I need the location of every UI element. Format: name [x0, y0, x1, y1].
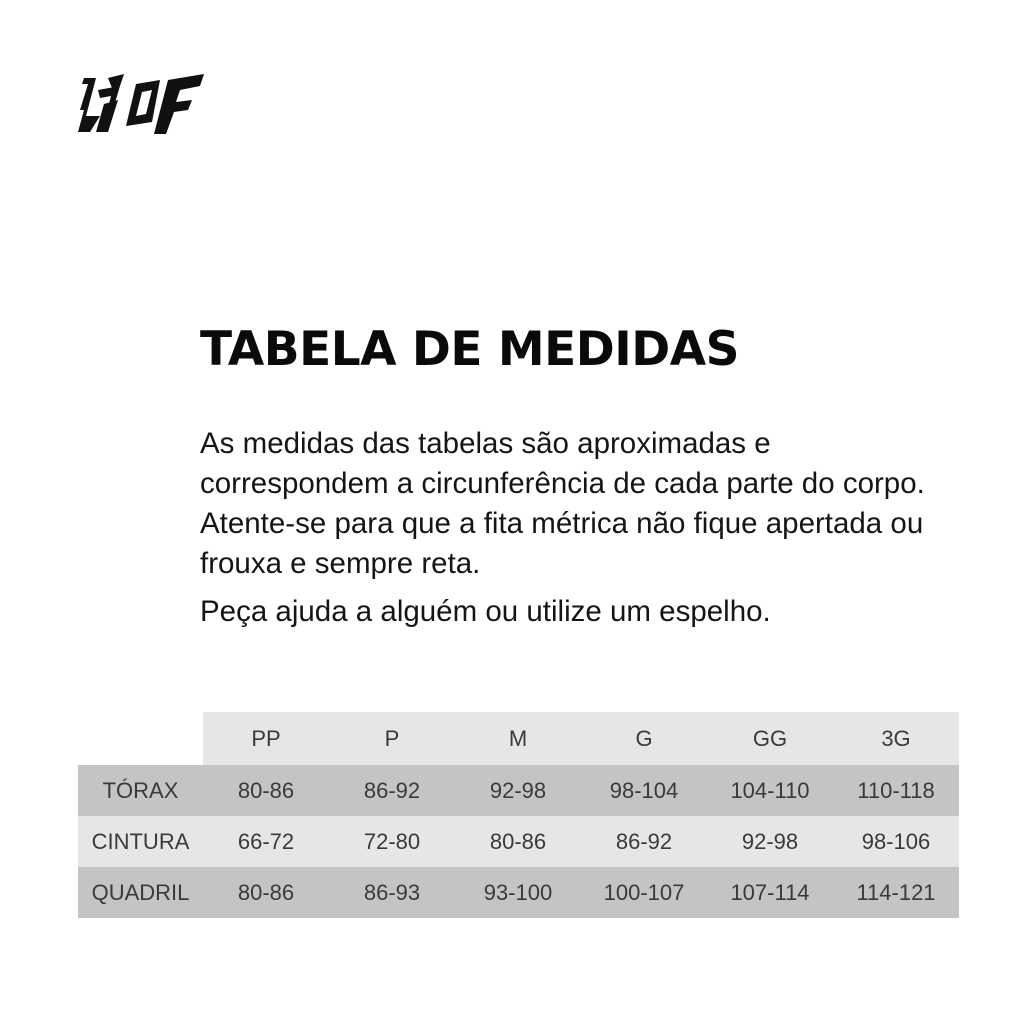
- table-corner: [78, 712, 203, 765]
- row-label-cintura: CINTURA: [78, 816, 203, 867]
- table-cell: 72-80: [329, 816, 455, 867]
- table-cell: 100-107: [581, 867, 707, 918]
- table-cell: 92-98: [455, 765, 581, 816]
- table-cell: 86-92: [329, 765, 455, 816]
- page-title: TABELA DE MEDIDAS: [200, 322, 739, 377]
- table-cell: 80-86: [203, 867, 329, 918]
- table-cell: 98-106: [833, 816, 959, 867]
- table-row-quadril: [78, 867, 959, 918]
- size-header-m: M: [455, 712, 581, 765]
- size-header-pp: PP: [203, 712, 329, 765]
- size-header-row: [78, 712, 959, 765]
- table-cell: 114-121: [833, 867, 959, 918]
- table-cell: 98-104: [581, 765, 707, 816]
- table-cell: 80-86: [203, 765, 329, 816]
- size-header-gg: GG: [707, 712, 833, 765]
- help-note: Peça ajuda a alguém ou utilize um espelho.: [200, 595, 771, 628]
- description-paragraph: As medidas das tabelas são aproximadas e correspondem a circunferência de cada parte do corpo. Atente-se para que a fita métrica não fique apertada ou frouxa e sempre reta.: [200, 427, 925, 580]
- row-label-quadril: QUADRIL: [78, 867, 203, 918]
- table-cell: 66-72: [203, 816, 329, 867]
- table-cell: 80-86: [455, 816, 581, 867]
- row-label-torax: TÓRAX: [78, 765, 203, 816]
- table-cell: 104-110: [707, 765, 833, 816]
- hof-logo-icon: [78, 70, 206, 138]
- size-header-3g: 3G: [833, 712, 959, 765]
- table-cell: 110-118: [833, 765, 959, 816]
- size-table: [78, 712, 959, 918]
- table-cell: 93-100: [455, 867, 581, 918]
- size-header-p: P: [329, 712, 455, 765]
- table-cell: 86-93: [329, 867, 455, 918]
- size-header-g: G: [581, 712, 707, 765]
- brand-logo: [78, 70, 206, 138]
- table-row-cintura: [78, 816, 959, 867]
- table-row-torax: [78, 765, 959, 816]
- table-cell: 86-92: [581, 816, 707, 867]
- table-cell: 92-98: [707, 816, 833, 867]
- table-cell: 107-114: [707, 867, 833, 918]
